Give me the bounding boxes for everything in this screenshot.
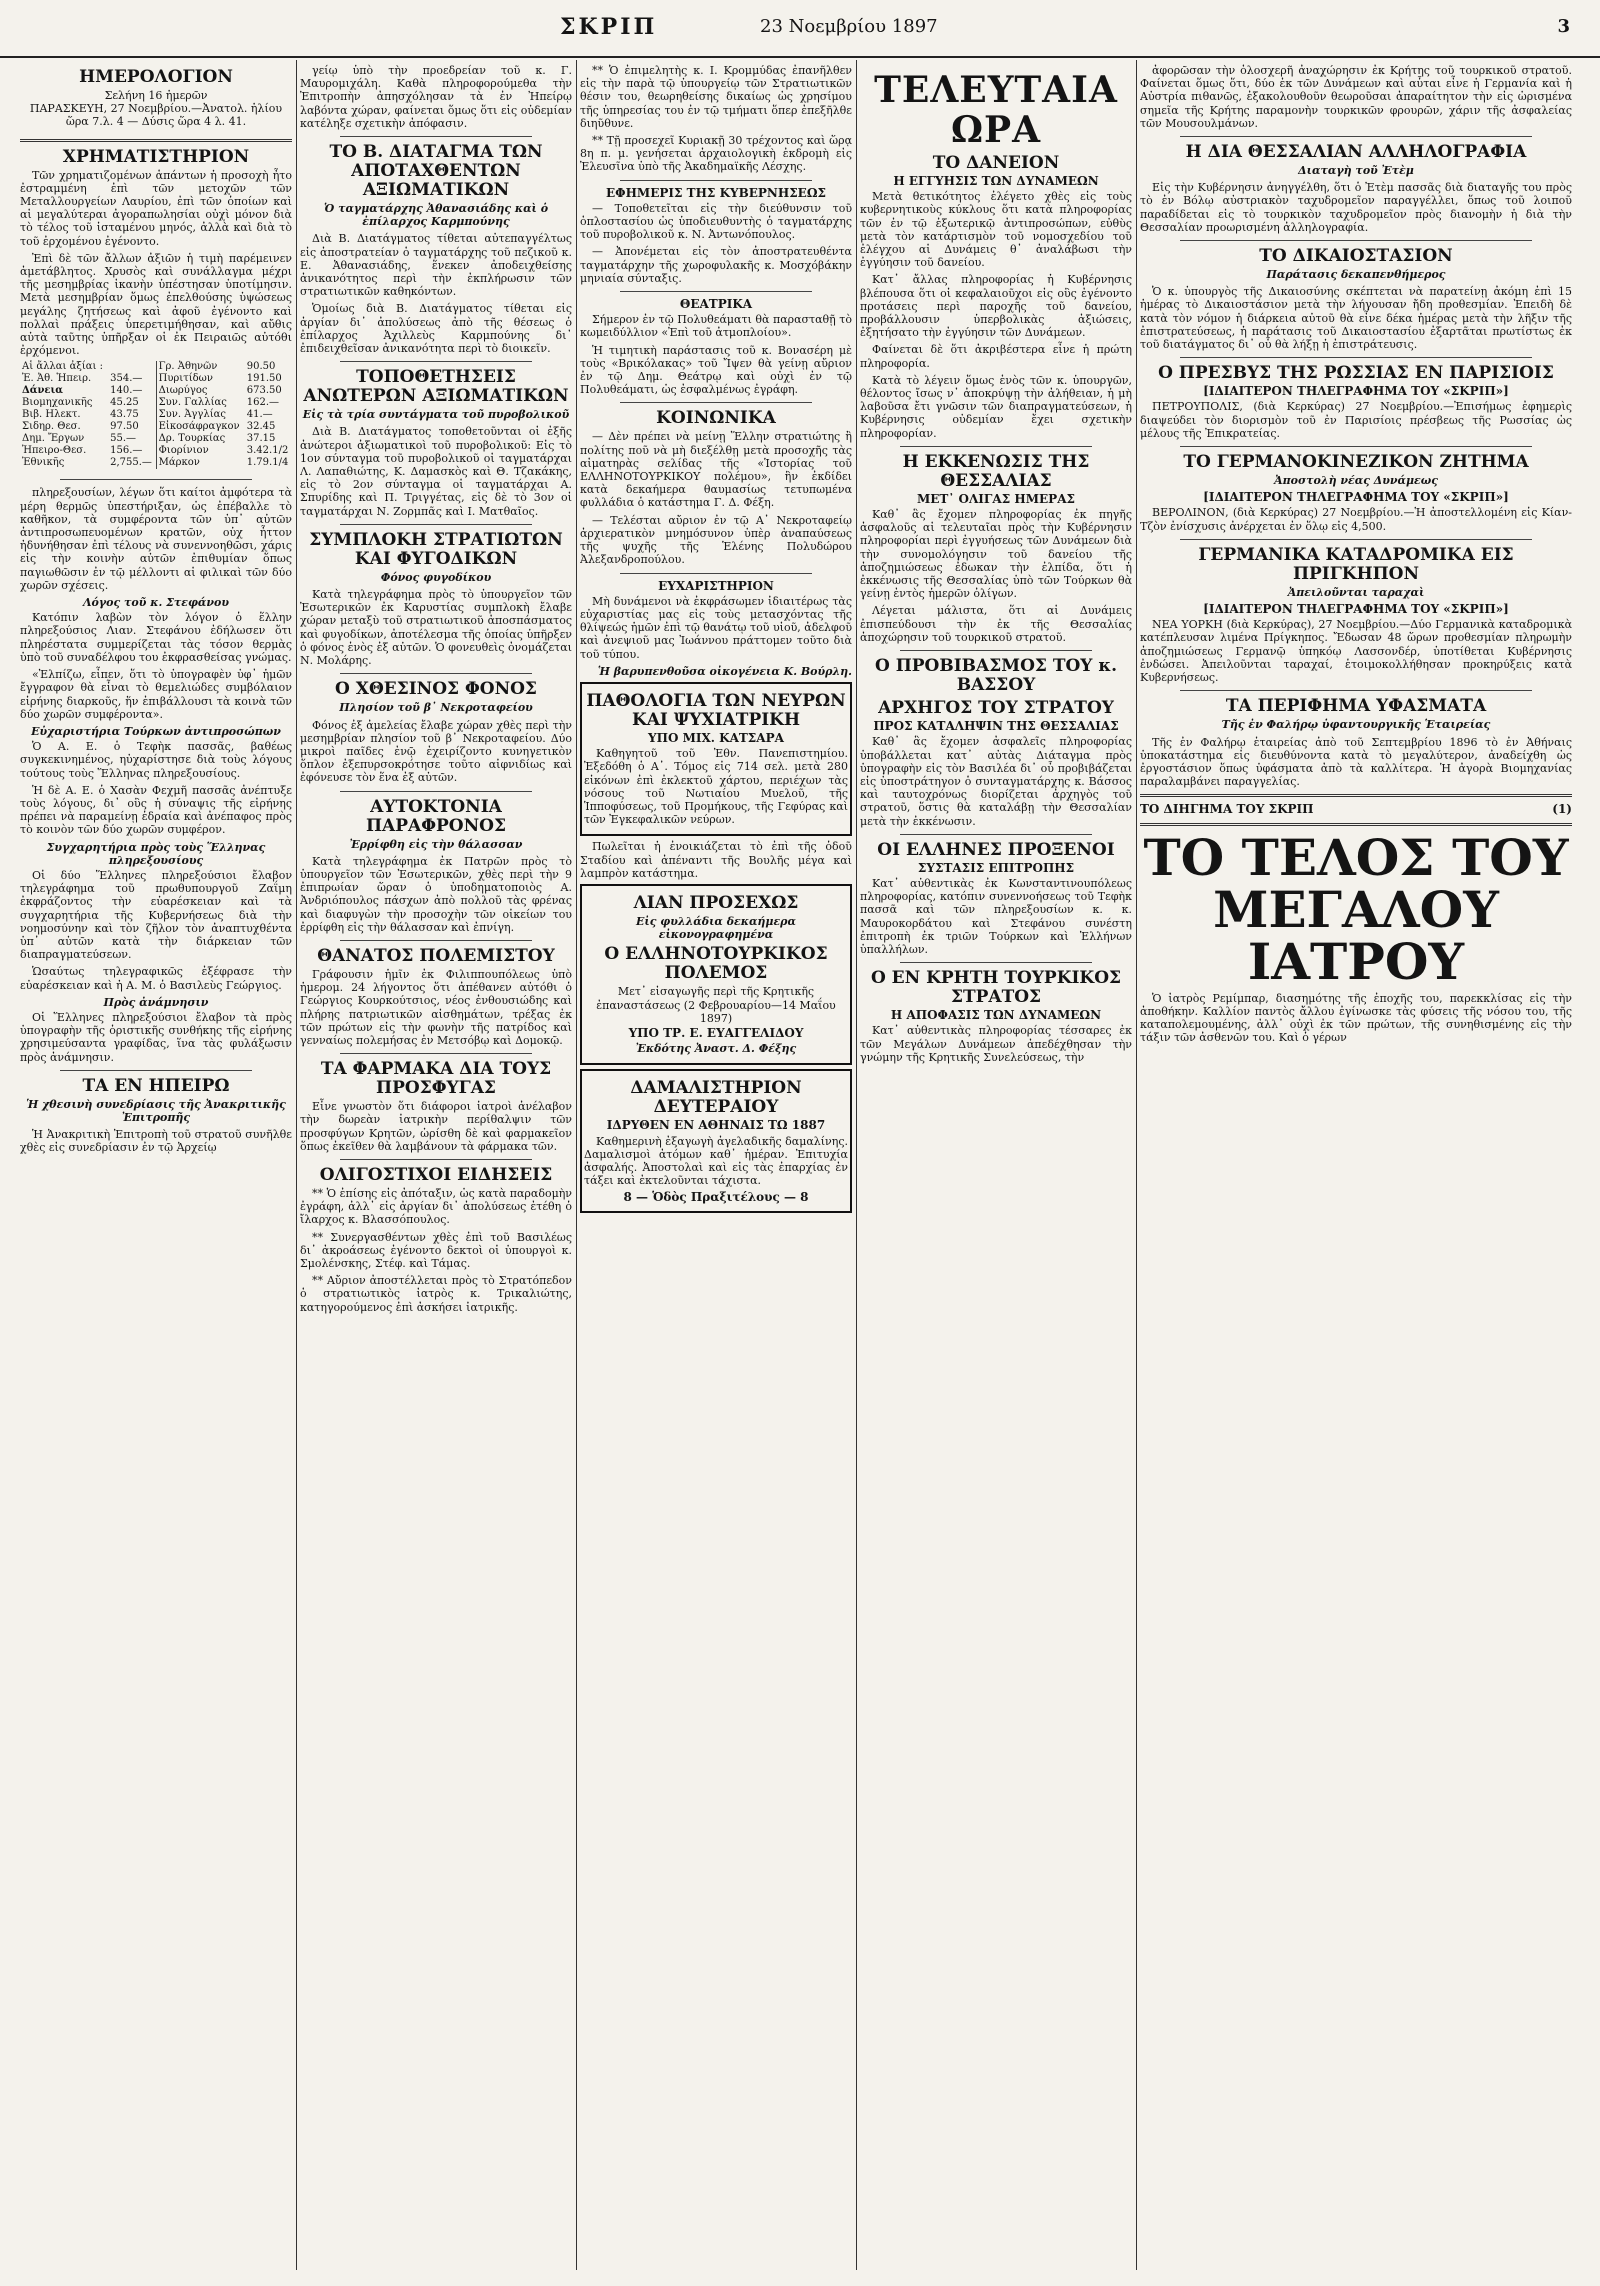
advert-box [580, 884, 852, 1065]
headline: ΟΛΙΓΟΣΤΙΧΟΙ ΕΙΔΗΣΕΙΣ [319, 1164, 553, 1185]
advert-box [580, 682, 852, 836]
headline: ΕΦΗΜΕΡΙΣ ΤΗΣ ΚΥΒΕΡΝΗΣΕΩΣ [605, 185, 826, 200]
cell: 140.— [110, 385, 143, 397]
article-paragraph: — Τελέσται αὔριον ἐν τῷ Α᾽ Νεκροταφείῳ ἀρχιερατικὸν μνημόσυνον ὑπὲρ ἀναπαύσεως τῆς ψυχῆς τῆς Ἑλένης Πολυδώρου Ἀλεξανδροπούλου. [580, 513, 852, 567]
cell: 162.— [246, 397, 280, 409]
issue-date: 23 Νοεμβρίου 1897 [760, 16, 938, 37]
cell: Ἐθνικῆς [22, 457, 65, 469]
article-paragraph: Μὴ δυνάμενοι νὰ ἐκφράσωμεν ἰδιαιτέρως τὰς εὐχαριστίας μας εἰς τοὺς μετασχόντας τῆς θλίψεώς ἡμῶν ἐπὶ τῷ θανάτῳ τοῦ υἱοῦ, ἀδελφοῦ καὶ ἀνεψιοῦ μας Ἰωάννου πράττομεν τοῦτο διὰ τοῦ τύπου. [580, 594, 852, 661]
cell: 45.25 [110, 397, 139, 409]
cell: Συν. Ἀγγλίας [156, 409, 245, 421]
headline: Ο ΕΝ ΚΡΗΤΗ ΤΟΥΡΚΙΚΟΣ ΣΤΡΑΤΟΣ [870, 968, 1122, 1008]
article-paragraph: Ἡ Ἀνακριτικὴ Ἐπιτροπὴ τοῦ στρατοῦ συνῆλθε χθὲς εἰς συνεδρίασιν ἐν τῷ Ἀρχείῳ [20, 1128, 292, 1155]
article-paragraph: Ἡ δὲ Α. Ε. ὁ Χασὰν Φεχμῆ πασσᾶς ἀνέπτυξε τοὺς λόγους, δι᾽ οὓς ἡ σύναψις τῆς εἰρήνης πρέπει νὰ παραμείνῃ ἑδραία καὶ ἀνέπαφος πρὸς τὸ κοινὸν τῶν δύο χωρῶν συμφέρον. [20, 783, 292, 837]
article-paragraph: Εἶνε γνωστὸν ὅτι διάφοροι ἰατροὶ ἀνέλαβον τὴν δωρεὰν ἰατρικὴν περίθαλψιν τῶν προσφύγων Κρητῶν, ὡρίσθη δὲ καὶ φαρμακεῖον ὅπως ἐκεῖθεν θὰ λαμβάνουν τὰ φάρμακα τῶν. [300, 1100, 572, 1153]
column-3 [580, 64, 852, 2264]
article-paragraph: ΠΕΤΡΟΥΠΟΛΙΣ, (διὰ Κερκύρας) 27 Νοεμβρίου.—Ἐπισήμως ἐφημερὶς διαψεύδει τὸν διορισμὸν τοῦ ἐν Παρισίοις πρέσβεως τῆς Ρωσσίας ὡς μέλους τῆς Ἐπικρατείας. [1140, 400, 1572, 440]
article-paragraph: Οἱ δύο Ἕλληνες πληρεξούσιοι ἔλαβον τηλεγράφημα τοῦ πρωθυπουργοῦ Ζαΐμη ἐκφράζοντος τὴν εὐαρέσκειαν καὶ τὰ συγχαρητήρια τῆς Κυβερνήσεως διὰ τὴν νοημοσύνην καὶ τὸν ζῆλον τὸν ἀναπτυχθέντα ὑπ᾽ αὐτῶν κατὰ τὴν διάρκειαν τῶν διαπραγματεύσεων. [20, 868, 292, 962]
advert-author: ΥΠΟ ΤΡ. Ε. ΕΥΑΓΓΕΛΙΔΟΥ [628, 1025, 804, 1040]
cell: 55.— [110, 433, 137, 445]
cell: Συν. Γαλλίας [156, 397, 245, 409]
headline: ΠΑΘΟΛΟΓΙΑ ΤΩΝ ΝΕΥΡΩΝ ΚΑΙ ΨΥΧΙΑΤΡΙΚΗ [586, 690, 846, 730]
subheading: ΥΠΟ ΜΙΧ. ΚΑΤΣΑΡΑ [648, 730, 784, 745]
article-paragraph: ΝΕΑ ΥΟΡΚΗ (διὰ Κερκύρας), 27 Νοεμβρίου.—Δύο Γερμανικὰ καταδρομικὰ κατέπλευσαν λιμένα Πρίγκηπος. Ἔδωσαν 48 ὥρων προθεσμίαν πληρωμὴν ἀποζημιώσεως Γερμανῷ ὑπηκόῳ Λασσονδέρ, ὑποτίθεται Κυβέρνησις ἐνδώσει. Ἀπειλοῦνται ταραχαί, ἑτοιμοκολλήθησαν προκηρύξεις κατὰ Κυβερνήσεως. [1140, 618, 1572, 685]
headline: ΘΑΝΑΤΟΣ ΠΟΛΕΜΙΣΤΟΥ [317, 945, 555, 966]
article-paragraph: πληρεξουσίων, λέγων ὅτι καίτοι ἀμφότερα τὰ μέρη θερμῶς ὑπεστήριξαν, ὡς ἐπέβαλλε τὸ καθῆκον, τὰ συμφέροντα τῶν ὑπ᾽ αὐτῶν ἀντιπροσωπευομένων κρατῶν, οὐχ ἧττον ἠδυνήθησαν ἐπὶ τέλους νὰ συνεννοηθῶσι, χάρις εἰς τὴν κοινὴν αὐτῶν ἐπιθυμίαν ὅπως παγιωθῶσιν ἐν τῷ μέλλοντι αἱ φιλικαὶ τῶν δύο χωρῶν σχέσεις. [20, 486, 292, 592]
cell: 37.15 [246, 433, 276, 445]
article-paragraph: Κατὰ τηλεγράφημα ἐκ Πατρῶν πρὸς τὸ ὑπουργεῖον τῶν Ἐσωτερικῶν, χθὲς περὶ τὴν 9 ἐπιπρωίαν ὥραν ὁ ὑποδηματοποιὸς Α. Ἀνδριόπουλος πάσχων ἀπὸ πολλοῦ τὰς φρένας καὶ διαφυγὼν τὴν προσοχὴν τῶν οἰκείων του ἐρρίφθη εἰς τὴν θάλασσαν καὶ ἐπνίγη. [300, 854, 572, 934]
table-row [20, 385, 292, 397]
cell: Βιβ. Ηλεκτ. [22, 409, 81, 421]
cell: 354.— [110, 373, 143, 385]
cell: 43.75 [110, 409, 139, 421]
headline: ΤΑ ΠΕΡΙΦΗΜΑ ΥΦΑΣΜΑΤΑ [1225, 696, 1487, 717]
cell: 41.— [246, 409, 273, 421]
subheading: Ἐρρίφθη εἰς τὴν θάλασσαν [349, 837, 523, 851]
article-paragraph: — Τοποθετεῖται εἰς τὴν διεύθυνσιν τοῦ ὁπλοστασίου ὡς ὑποδιευθυντὴς ὁ ταγματάρχης τοῦ πυροβολικοῦ κ. Ν. Ἀντωνόπουλος. [580, 201, 852, 242]
headline: ΤΟ ΔΙΚΑΙΟΣΤΑΣΙΟΝ [1259, 246, 1453, 267]
cell: Ἠπειρο-Θεσ. [22, 445, 87, 457]
column-rule [856, 60, 857, 2270]
article-paragraph: Κατόπιν λαβὼν τὸν λόγον ὁ ἕλλην πληρεξούσιος Λιαν. Στεφάνου ἐδήλωσεν ὅτι πληρέστατα συμμερίζεται τὰς τόσον θερμὰς ὑπὸ τοῦ συναδέλφου του ἐκφρασθείσας γνώμας. [20, 611, 292, 664]
subheading: ΙΔΡΥΘΕΝ ΕΝ ΑΘΗΝΑΙΣ ΤΩ 1887 [606, 1118, 826, 1133]
cell: Ἐ. Ἀθ. Ἡπειρ. [22, 373, 92, 385]
calendar-line: ΠΑΡΑΣΚΕΥΗ, 27 Νοεμβρίου.—Ἀνατολ. ἡλίου ὥρα 7.λ. 4 — Δύσις ὥρα 4 λ. 41. [29, 102, 283, 129]
subheading: Πλησίον τοῦ β᾽ Νεκροταφείου [339, 701, 533, 715]
column-4 [860, 64, 1132, 2264]
cell: 97.50 [110, 421, 139, 433]
article-paragraph: ** Συνεργασθέντων χθὲς ἐπὶ τοῦ Βασιλέως δι᾽ ἀκροάσεως ἐγένοντο δεκτοὶ οἱ ὑπουργοὶ κ. Σμολένσκης, Στέφ. καὶ Τάμας. [300, 1230, 572, 1270]
story-title: ΤΟ ΤΕΛΟΣ ΤΟΥ ΜΕΓΑΛΟΥ ΙΑΤΡΟΥ [1143, 827, 1569, 991]
subheading: Ἀποστολὴ νέας Δυνάμεως [1274, 474, 1438, 488]
subheading: Φόνος φυγοδίκου [380, 570, 492, 584]
story-number: (1) [1552, 802, 1572, 817]
subheading: Ἀπειλοῦνται ταραχαὶ [1287, 585, 1425, 599]
article-paragraph: Ὁμοίως διὰ Β. Διατάγματος τίθεται εἰς ἀργίαν δι᾽ ἀπολύσεως ἀπὸ τῆς θέσεως ὁ ἐπίλαρχος Ἀχιλλεὺς Καρμπούνης δι᾽ ἐπιδειχθεῖσαν ἀνικανότητα περὶ τὸ διοικεῖν. [300, 302, 572, 356]
advert-address: 8 — Ὁδὸς Πραξιτέλους — 8 [623, 1190, 809, 1205]
article-paragraph: Τῆς ἐν Φαλήρῳ ἑταιρείας ἀπὸ τοῦ Σεπτεμβρίου 1896 τὸ ἐν Ἀθήναις ὑποκατάστημα εἰς διευθύνοντα κατὰ τὸ μεγαλύτερον, ἀναδείχθη ὡς ἐργοστάσιον ὅπως ὑφάσματα ἀπὸ τὰ καλλίτερα. Ἡ ἀγορὰ Βιομηχανίας παραλαμβάνει παραγγελίας. [1140, 735, 1572, 789]
headline: ΤΑ ΦΑΡΜΑΚΑ ΔΙΑ ΤΟΥΣ ΠΡΟΣΦΥΓΑΣ [320, 1059, 552, 1099]
headline: ΤΟ Β. ΔΙΑΤΑΓΜΑ ΤΩΝ ΑΠΟΤΑΧΘΕΝΤΩΝ ΑΞΙΩΜΑΤΙΚΩΝ [329, 142, 543, 201]
article-paragraph: ** Τῇ προσεχεῖ Κυριακῇ 30 τρέχοντος καὶ ὥρᾳ 8η π. μ. γενήσεται ἀρχαιολογικὴ ἐκδρομὴ εἰς Ἐλευσῖνα ὑπὸ τῆς Ἀκαδημαϊκῆς Λέσχης. [580, 134, 852, 174]
section-header: ΤΕΛΕΥΤΑΙΑ ΩΡΑ [874, 69, 1118, 151]
column-5 [1140, 64, 1572, 2264]
article-paragraph: Καθημερινὴ ἐξαγωγὴ ἀγελαδικῆς δαμαλίνης. Δαμαλισμοὶ ἀτόμων καθ᾽ ἡμέραν. Ἐπιτυχία ἀσφαλής. Ἀποστολαὶ καὶ εἰς τὰς ἐπαρχίας ἐν τάξει καὶ ἐκτελοῦνται τάχιστα. [584, 1134, 848, 1188]
cell: Γρ. Ἀθηνῶν [156, 361, 245, 373]
article-paragraph: Ὁ κ. ὑπουργὸς τῆς Δικαιοσύνης σκέπτεται νὰ παρατείνῃ ἀκόμη ἐπὶ 15 ἡμέρας τὸ Δικαιοστάσιον μετὰ τὴν λήγουσαν ἤδη προθεσμίαν. Ἐπειδὴ δὲ κατὰ τὸν νόμον ἡ διάρκεια αὐτοῦ θὰ εἶνε δέκα ἡμέρας μετὰ τὴν λῆξιν τῆς ἐπιστρατεύσεως, ἡ παράτασις τοῦ Δικαιοστασίου ἐξαρτᾶται πρωτίστως ἐκ τοῦ διατάγματος δι᾽ οὗ θὰ λήξῃ ἡ ἐπιστράτευσις. [1140, 285, 1572, 352]
subheading: Πρὸς ἀνάμνησιν [103, 995, 209, 1009]
subheading: Τῆς ἐν Φαλήρῳ ὑφαντουργικῆς Ἑταιρείας [1221, 718, 1491, 732]
cell: Δημ. Ἔργων [22, 433, 85, 445]
article-paragraph: «Ἐλπίζω, εἶπεν, ὅτι τὸ ὑπογραφὲν ὑφ᾽ ἡμῶν ἔγγραφον θὰ εἶναι τὸ θεμελιώδες συμβόλαιον εἰρήνης διαρκοῦς, ἥν ἐπιβάλλουσι τὰ κοινὰ τῶν δύο χωρῶν συμφέροντα». [20, 668, 292, 721]
calendar-title: ΗΜΕΡΟΛΟΓΙΟΝ [79, 67, 233, 87]
cell: Αἱ ἄλλαι ἀξίαι : [22, 361, 104, 373]
bourse-paragraph: Τῶν χρηματιζομένων ἁπάντων ἡ προσοχὴ ἦτο ἐστραμμένη ἐπὶ τῶν μετοχῶν τῶν Μεταλλουργείων Λαυρίου, ἐπὶ τῶν ὁποίων καὶ αἱ μεγαλύτεραι ἀγοραπωλησίαι οὐχὶ μόνον διὰ τὸ τέλος τοῦ ἱσταμένου μηνός, ἀλλὰ καὶ διὰ τὸ τοῦ ἐρχομένου ἐγένοντο. [20, 168, 292, 248]
cell: Δάνεια [22, 385, 64, 397]
article-paragraph: Καθ᾽ ἃς ἔχομεν πληροφορίας ἐκ πηγῆς ἀσφαλοῦς αἱ τελευταῖαι πρὸς τὴν Κυβέρνησιν πληροφορίαι περὶ ἐγγυήσεως τῶν Δυνάμεων διὰ τὴν συνομολόγησιν τοῦ δανείου τῆς ἀποζημιώσεως ἐδωκαν τὴν ἐλπίδα, ὅτι ἡ ἐκκένωσις τῆς Θεσσαλίας ὑπὸ τῶν Τούρκων θὰ γείνῃ ἐντὸς ἡμερῶν ὀλίγων. [860, 508, 1132, 601]
story-label: ΤΟ ΔΙΗΓΗΜΑ ΤΟΥ ΣΚΡΙΠ [1140, 802, 1314, 817]
page-number: 3 [1557, 16, 1570, 37]
headline: Ο ΠΡΕΣΒΥΣ ΤΗΣ ΡΩΣΣΙΑΣ ΕΝ ΠΑΡΙΣΙΟΙΣ [1158, 363, 1554, 384]
headline: ΕΥΧΑΡΙΣΤΗΡΙΟΝ [658, 578, 774, 593]
subheading: Εἰς τὰ τρία συντάγματα τοῦ πυροβολικοῦ [302, 408, 570, 422]
signature-text: Ἡ βαρυπενθοῦσα οἰκογένεια Κ. Βούρλη. [597, 664, 852, 678]
headline: ΚΟΙΝΩΝΙΚΑ [656, 408, 776, 429]
column-rule [1136, 60, 1137, 2270]
table-row [20, 433, 292, 445]
table-row [20, 445, 292, 457]
subheading: ΜΕΤ᾽ ΟΛΙΓΑΣ ΗΜΕΡΑΣ [917, 491, 1075, 506]
column-rule [296, 60, 297, 2270]
article-paragraph: γείῳ ὑπὸ τὴν προεδρείαν τοῦ κ. Γ. Μαυρομιχάλη. Καθὰ πληροφορούμεθα τὴν Ἐπιτροπὴν ἀπησχόλησαν τὰ ἐν Ἠπείρῳ λαβόντα χώραν, φαίνεται ὅμως ὅτι εἰς οὐδεμίαν κατέληξε σχετικὴν ἀπόφασιν. [300, 64, 572, 130]
advert-publisher: Ἐκδότης Ἀναστ. Δ. Φέξης [635, 1042, 797, 1056]
article-paragraph: Λέγεται μάλιστα, ὅτι αἱ Δυνάμεις ἐπισπεύδουσι τὴν ἐκ τῆς Θεσσαλίας ἀποχώρησιν τοῦ τουρκικοῦ στρατοῦ. [860, 604, 1132, 644]
subheading: Η ΑΠΟΦΑΣΙΣ ΤΩΝ ΔΥΝΑΜΕΩΝ [890, 1008, 1102, 1023]
headline: Ο ΧΘΕΣΙΝΟΣ ΦΟΝΟΣ [335, 679, 537, 700]
story-label-row [1140, 803, 1572, 816]
article-paragraph: Ἡ τιμητικὴ παράστασις τοῦ κ. Βονασέρη μὲ τοὺς «Βρικόλακας» τοῦ Ἴψεν θὰ γείνῃ αὔριον ἐν τῷ Δημ. Θεάτρῳ καὶ οὐχὶ ἐν τῷ Πολυθεάματι, ὡς ἐσφαλμένως ἐγράφη. [580, 343, 852, 397]
subheading: Λόγος τοῦ κ. Στεφάνου [83, 596, 229, 610]
headline: Ο ΠΡΟΒΙΒΑΣΜΟΣ ΤΟΥ κ. ΒΑΣΣΟΥ [874, 656, 1117, 696]
article-paragraph: Ὁ Α. Ε. ὁ Τεφὴκ πασσᾶς, βαθέως συγκεκινημένος, ηὐχαρίστησε διὰ τοὺς λόγους τούτους τοὺς Ἕλληνας πληρεξουσίους. [20, 740, 292, 780]
bourse-paragraph: Ἐπὶ δὲ τῶν ἄλλων ἀξιῶν ἡ τιμὴ παρέμεινεν ἀμετάβλητος. Χρυσὸς καὶ συνάλλαγμα μέχρι τῆς μεσημβρίας ἱκανὴν ὑπέστησαν ὑποτίμησιν. Μετὰ μεσημβρίαν ὅμως ἐπελθούσης ὑψώσεως μεγάλης ζητήσεως καὶ ἀφοῦ ἐγένοντο καὶ πολλαὶ πράξεις ὑπερετιμήθησαν, καὶ αὔθις αὐτὰ ταῦτης ὑπῆρξαν οἱ ἐκ Πειραιῶς αὐτόθι ἐρχόμενοι. [20, 251, 292, 358]
advert-text: Μετ᾽ εἰσαγωγῆς περὶ τῆς Κρητικῆς ἐπαναστάσεως (2 Φεβρουαρίου—14 Μαΐου 1897) [596, 985, 836, 1025]
headline: ΑΥΤΟΚΤΟΝΙΑ ΠΑΡΑΦΡΟΝΟΣ [366, 796, 506, 836]
cell: 156.— [110, 445, 143, 457]
article-paragraph: ** Ὁ ἐπίσης εἰς ἀπόταξιν, ὡς κατὰ παραδομὴν ἐγράφη, ἀλλ᾽ εἰς ἀργίαν δι᾽ ἀπολύσεως ἐτέθη ὁ ἴλαρχος κ. Βλασσόπουλος. [300, 1186, 572, 1227]
article-paragraph: ** Ὁ ἐπιμελητὴς κ. Ι. Κρομμύδας ἐπανῆλθεν εἰς τὴν παρὰ τῷ ὑπουργείῳ τῶν Στρατιωτικῶν θέσιν του, θεωρηθείσης δικαίως ὡς χρησίμου τῆς ὑπηρεσίας του ἐν τῷ τμήματι ὅπερ ἐπεξῆλθε διηῦθυνε. [580, 64, 852, 130]
article-paragraph: ** Αὔριον ἀποστέλλεται πρὸς τὸ Στρατόπεδον ὁ στρατιωτικὸς ἰατρὸς κ. Τρικαλιώτης, κατηγορούμενος ἐπὶ ἀσκήσει ἰατρικῆς. [300, 1274, 572, 1314]
article-paragraph: Φαίνεται δὲ ὅτι ἀκριβέστερα εἶνε ἡ πρώτη πληροφορία. [860, 343, 1132, 370]
telegram-tag: [ΙΔΙΑΙΤΕΡΟΝ ΤΗΛΕΓΡΑΦΗΜΑ ΤΟΥ «ΣΚΡΙΠ»] [1203, 602, 1509, 617]
article-paragraph: Ὁ ἰατρὸς Ρεμίμπαρ, διασημότης τῆς ἐποχῆς του, παρεκκλίσας εἰς τὴν ἀποθήκην. Καλλίον παντὸς ἄλλου ἐγίνωσκε τὰς φύσεις τῆς νόσου του, τῆς καταπολεμουμένης, ἀλλ᾽ οὐχὶ ἐκ τῶν πρώτων, τῆς συνηθισμένης εἰς τὴν τάξιν τῶν ἀσθενῶν του. Καὶ ὁ γέρων [1140, 991, 1572, 1045]
headline: ΤΟ ΓΕΡΜΑΝΟΚΙΝΕΖΙΚΟΝ ΖΗΤΗΜΑ [1183, 452, 1529, 473]
bourse-table [20, 361, 292, 469]
subheading: Παράτασις δεκαπενθήμερος [1266, 268, 1446, 282]
cell: 191.50 [246, 373, 282, 385]
article-paragraph: Πωλεῖται ἡ ἐνοικιάζεται τὸ ἐπὶ τῆς ὁδοῦ Σταδίου καὶ ἀπέναντι τῆς Βουλῆς μέγα καὶ λαμπρὸν κατάστημα. [580, 840, 852, 880]
table-row [20, 409, 292, 421]
headline: ΤΟ ΔΑΝΕΙΟΝ [932, 153, 1060, 173]
article-paragraph: Φόνος ἐξ ἀμελείας ἔλαβε χώραν χθὲς περὶ τὴν μεσημβρίαν πλησίον τοῦ β᾽ Νεκροταφείου. Δύο μικροὶ παῖδες ἐνῷ ἐχειρίζοντο κυνηγετικὸν ὅπλον ἐξεπυρσοκρότησε τοῦτο αἰφνιδίως καὶ ἐφόνευσε τὸν ἕνα ἐξ αὐτῶν. [300, 718, 572, 785]
headline: ΤΑ ΕΝ ΗΠΕΙΡΩ [82, 1075, 230, 1096]
calendar-section [20, 68, 292, 129]
cell: 2,755.— [110, 457, 152, 469]
article-paragraph: Κατὰ τὸ λέγειν ὅμως ἑνὸς τῶν κ. ὑπουργῶν, θέλοντος ἴσως ν᾽ ἀποκρύψῃ τὴν ἀλήθειαν, ἡ μὴ λαβοῦσα ἔτι γνῶσιν τῶν διαπραγματεύσεων, ἡ Κυβέρνησις οὐδεμίαν ἔχει σχετικὴν πληροφορίαν. [860, 373, 1132, 440]
article-paragraph: ΒΕΡΟΛΙΝΟΝ, (διὰ Κερκύρας) 27 Νοεμβρίου.—Ἡ ἀποστελλομένη εἰς Κίαν-Τζὸν ἐνίσχυσις ἀνέρχεται ἐν ὅλῳ εἰς 4,500. [1140, 506, 1572, 533]
article-paragraph: Κατὰ τηλεγράφημα πρὸς τὸ ὑπουργεῖον τῶν Ἐσωτερικῶν ἐκ Καρυστίας συμπλοκὴ ἔλαβε χώραν μεταξὺ τοῦ στρατιωτικοῦ ἀποσπάσματος καὶ φυγοδίκων, ἀποτέλεσμα τῆς ὁποίας ὑπῆρξεν ὁ φόνος ἑνὸς ἐξ αὐτῶν. Ὁ φονευθεὶς ὀνομάζεται Ν. Μολάρης. [300, 588, 572, 668]
headline: ΔΑΜΑΛΙΣΤΗΡΙΟΝ ΔΕΥΤΕΡΑΙΟΥ [630, 1078, 802, 1118]
article-paragraph: Οἱ Ἕλληνες πληρεξούσιοι ἔλαβον τὰ πρὸς ὑπογραφὴν τῆς ὁριστικῆς συνθήκης τῆς εἰρήνης χρησιμεύσαντα γραφίδας, ἵνα τὰς φυλάξωσιν πρὸς ἀνάμνησιν. [20, 1010, 292, 1064]
bourse-section [20, 148, 292, 470]
article-paragraph: Εἰς τὴν Κυβέρνησιν ἀνηγγέλθη, ὅτι ὁ Ἐτὲμ πασσᾶς διὰ διαταγῆς του πρὸς τὸ ἐν Βόλῳ αὐστριακὸν ταχυδρομεῖον παραγγέλλει, ὅπως τοῦ λοιποῦ παραδίδεται εἰς τὸ τουρκικὸν ταχυδρομεῖον πρὸς διανομὴν ἡ διὰ τὴν Θεσσαλίαν προωρισμένη ἀλληλογραφία. [1140, 181, 1572, 234]
article-paragraph: ἀφορῶσαν τὴν ὁλοσχερῆ ἀναχώρησιν ἐκ Κρήτης τοῦ τουρκικοῦ στρατοῦ. Φαίνεται ὅμως ὅτι, δύο ἐκ τῶν Δυνάμεων καὶ αὗται εἶνε ἡ Γερμανία καὶ ἡ Αὐστρία πιθανῶς, ἐξακολουθοῦν θεωροῦσαι ἀπαραίτητον τὴν εἰς ὡρισμένα σημεῖα τῆς Κρήτης παραμονὴν τουρκικῶν φρουρῶν, χάριν τῆς ἀσφαλείας τῶν Μουσουλμάνων. [1140, 64, 1572, 130]
headline: ΣΥΜΠΛΟΚΗ ΣΤΡΑΤΙΩΤΩΝ ΚΑΙ ΦΥΓΟΔΙΚΩΝ [309, 529, 563, 569]
article-paragraph: Κατ᾽ αὐθεντικὰς ἐκ Κωνσταντινουπόλεως πληροφορίας, κατόπιν συνεννοήσεως τοῦ Τεφὴκ πασσᾶ καὶ τῶν πληρεξουσίων κ. κ. Μαυροκορδάτου καὶ Στεφάνου συνέστη ἐπιτροπὴ ἐκ τριῶν Τούρκων καὶ Ἑλλήνων ὑπαλλήλων. [860, 876, 1132, 956]
subheading: Εἰς φυλλάδια δεκαήμερα εἰκονογραφημένα [636, 914, 796, 942]
cell: Βιομηχανικῆς [22, 397, 93, 409]
subheading: ΣΥΣΤΑΣΙΣ ΕΠΙΤΡΟΠΗΣ [917, 860, 1075, 875]
advert-box [580, 1069, 852, 1212]
subheading: Συγχαρητήρια πρὸς τοὺς Ἕλληνας πληρεξουσίους [46, 840, 266, 867]
masthead [0, 0, 1600, 58]
subheading: ΠΡΟΣ ΚΑΤΑΛΗΨΙΝ ΤΗΣ ΘΕΣΣΑΛΙΑΣ [873, 719, 1119, 734]
subheading: Εὐχαριστήρια Τούρκων ἀντιπροσώπων [31, 724, 281, 738]
cell: Δρ. Τουρκίας [156, 433, 245, 445]
subheading: Διαταγὴ τοῦ Ἐτὲμ [1298, 164, 1414, 178]
column-rule [576, 60, 577, 2270]
table-row [20, 421, 292, 433]
subheading: Ὁ ταγματάρχης Ἀθανασιάδης καὶ ὁ ἐπίλαρχος Καρμπούνης [323, 202, 549, 229]
headline: Η ΕΚΚΕΝΩΣΙΣ ΤΗΣ ΘΕΣΣΑΛΙΑΣ [902, 451, 1090, 491]
article-paragraph: Διὰ Β. Διατάγματος τίθεται αὐτεπαγγέλτως εἰς ἀποστρατείαν ὁ ταγματάρχης τοῦ πεζικοῦ κ. Ε. Ἀθανασιάδης, ἕνεκεν ἀποδειχθείσης ἀνικανότητος περὶ τὴν ἐκπλήρωσιν τῶν στρατιωτικῶν καθηκόντων. [300, 232, 572, 299]
article-paragraph: Καθ᾽ ἃς ἔχομεν ἀσφαλεῖς πληροφορίας ὑποβάλλεται κατ᾽ αὐτὰς Διάταγμα πρὸς ὑπογραφὴν εἰς τὸν Βασιλέα δι᾽ οὗ προβιβάζεται εἰς ὑποστράτηγον ὁ συνταγματάρχης κ. Βάσσος καὶ ταυτοχρόνως διορίζεται ἀρχηγὸς τοῦ στρατοῦ, ὅστις θὰ καταλάβῃ τὴν Θεσσαλίαν μετὰ τὴν ἐκκένωσιν. [860, 735, 1132, 828]
subheading: Η ΕΓΓΥΗΣΙΣ ΤΩΝ ΔΥΝΑΜΕΩΝ [893, 174, 1099, 188]
cell: 32.45 [246, 421, 276, 433]
cell: Εἰκοσάφραγκον [156, 421, 245, 433]
cell: 673.50 [246, 385, 282, 397]
newspaper-name: ΣΚΡΙΠ [560, 14, 658, 40]
cell: Πυριτίδων [156, 373, 245, 385]
headline: ΘΕΑΤΡΙΚΑ [679, 297, 753, 312]
table-row [20, 361, 292, 373]
headline: Η ΔΙΑ ΘΕΣΣΑΛΙΑΝ ΑΛΛΗΛΟΓΡΑΦΙΑ [1185, 142, 1527, 163]
article-paragraph: Ὡσαύτως τηλεγραφικῶς ἐξέφρασε τὴν εὐαρέσκειαν καὶ ἡ Α. Μ. ὁ Βασιλεὺς Γεώργιος. [20, 965, 292, 992]
column-1 [20, 64, 292, 2264]
telegram-tag: [ΙΔΙΑΙΤΕΡΟΝ ΤΗΛΕΓΡΑΦΗΜΑ ΤΟΥ «ΣΚΡΙΠ»] [1203, 384, 1509, 399]
article-paragraph: Σήμερον ἐν τῷ Πολυθεάματι θὰ παρασταθῇ τὸ κωμειδύλλιον «Ἐπὶ τοῦ ἀτμοπλοίου». [580, 313, 852, 340]
headline: ΤΟΠΟΘΕΤΗΣΕΙΣ ΑΝΩΤΕΡΩΝ ΑΞΙΩΜΑΤΙΚΩΝ [303, 367, 569, 407]
headline: Ο ΕΛΛΗΝΟΤΟΥΡΚΙΚΟΣ ΠΟΛΕΜΟΣ [604, 944, 828, 984]
column-2 [300, 64, 572, 2264]
subheading: Ἡ χθεσινὴ συνεδρίασις τῆς Ἀνακριτικῆς Ἐπιτροπῆς [26, 1097, 286, 1124]
article-paragraph: Κατ᾽ αὐθεντικὰς πληροφορίας τέσσαρες ἐκ τῶν Μεγάλων Δυνάμεων ἀπεδέχθησαν τὴν γνώμην τῆς Κρητικῆς Συνελεύσεως, τὴν [860, 1024, 1132, 1064]
bourse-title: ΧΡΗΜΑΤΙΣΤΗΡΙΟΝ [62, 146, 250, 167]
cell: 3.42.1/2 [246, 445, 289, 457]
cell: 90.50 [246, 361, 276, 373]
article-paragraph: Καθηγητοῦ τοῦ Ἐθν. Πανεπιστημίου. Ἐξεδόθη ὁ Α᾽. Τόμος εἰς 714 σελ. μετὰ 280 εἰκόνων ἐπὶ ἐκλεκτοῦ χάρτου, περιέχων τὰς νόσους τοῦ Νωτιαίου Μυελοῦ, τῆς Ἱπποφύσεως, τοῦ Προμήκους, τῆς Γεφύρας καὶ τῶν Ἐγκεφαλικῶν νεύρων. [584, 747, 848, 827]
headline: ΓΕΡΜΑΝΙΚΑ ΚΑΤΑΔΡΟΜΙΚΑ ΕΙΣ ΠΡΙΓΚΗΠΟΝ [1198, 544, 1514, 584]
headline: ΛΙΑΝ ΠΡΟΣΕΧΩΣ [633, 892, 799, 913]
article-paragraph: Κατ᾽ ἄλλας πληροφορίας ἡ Κυβέρνησις βλέπουσα ὅτι οἱ κεφαλαιοῦχοι εἰς οὓς ἐγένοντο προτάσεις περὶ παροχῆς τοῦ δανείου, προβάλλουσιν ὑπερβολικὰς ἀξιώσεις, ἐξητήσατο τὴν ἐγγύησιν τῶν Δυνάμεων. [860, 273, 1132, 340]
article-paragraph: — Ἀπονέμεται εἰς τὸν ἀποστρατευθέντα ταγματάρχην τῆς χωροφυλακῆς κ. Μοσχόβάκην μηνιαία σύνταξις. [580, 245, 852, 285]
article-paragraph: Γράφουσιν ἡμῖν ἐκ Φιλιππουπόλεως ὑπὸ ἡμερομ. 24 λήγοντος ὅτι ἀπέθανεν αὐτόθι ὁ Γεώργιος Κουρκούτσιος, νέος ἐνθουσιώδης καὶ πλήρης πατριωτικῶν αἰσθημάτων, τρέξας ἐκ τῶν πρώτων εἰς τὴν φωνὴν τῆς πατρίδος καὶ γενναίως πολεμήσας ἐν Μετσόβῳ καὶ Δομοκῷ. [300, 967, 572, 1047]
article-paragraph: — Δὲν πρέπει νὰ μείνῃ Ἕλλην στρατιώτης ἢ πολίτης ποῦ νὰ μὴ διεξέλθῃ μετὰ προσοχῆς τὰς αἱματηρὰς σελίδας τῆς «Ἱστορίας τοῦ ΕΛΛΗΝΟΤΟΥΡΚΙΚΟΥ πολέμου», ἣν ἐκδίδει κατὰ δεκαήμερα θαυμασίως τετυπωμένα φυλλάδια ὁ κατάστημα Γ. Δ. Φέξη. [580, 430, 852, 510]
table-row [20, 457, 292, 469]
article-paragraph: Μετὰ θετικότητος ἐλέγετο χθὲς εἰς τοὺς κυβερνητικοὺς κύκλους ὅτι κατὰ πληροφορίας τῶν ἐν τῷ ἐξωτερικῷ ἀντιπροσώπων, εὐθὺς μετὰ τὸν κατάρτισμὸν τοῦ νομοσχεδίου τοῦ ἐλέγχου αἱ Δυνάμεις θ᾽ ἀναλάβωσι τὴν ἐγγύησιν τοῦ δανείου. [860, 190, 1132, 270]
cell [108, 361, 156, 373]
article-paragraph: Διὰ Β. Διατάγματος τοποθετοῦνται οἱ ἐξῆς ἀνώτεροι ἀξιωματικοὶ τοῦ πυροβολικοῦ: Εἰς τὸ 1ον σύνταγμα τοῦ πυροβολικοῦ οἱ ταγματάρχαι Λ. Λαπαθιώτης, Κ. Δαμασκὸς καὶ Θ. Τζακάκης, εἰς τὸ 2ον σύνταγμα οἱ ταγματάρχαι Α. Σπυρίδης καὶ Π. Τριγγέτας, εἰς δὲ τὸ 3ον οἱ ταγματάρχαι Ν. Ζορμπᾶς καὶ Ι. Ματθαῖος. [300, 425, 572, 518]
cell: 1.79.1/4 [246, 457, 289, 469]
table-row [20, 373, 292, 385]
table-row [20, 397, 292, 409]
headline: ΟΙ ΕΛΛΗΝΕΣ ΠΡΟΞΕΝΟΙ [877, 839, 1115, 860]
telegram-tag: [ΙΔΙΑΙΤΕΡΟΝ ΤΗΛΕΓΡΑΦΗΜΑ ΤΟΥ «ΣΚΡΙΠ»] [1203, 490, 1509, 505]
cell: Μάρκον [156, 457, 245, 469]
cell: Σιδηρ. Θεσ. [22, 421, 81, 433]
calendar-line: Σελήνη 16 ἡμερῶν [104, 89, 208, 102]
cell: Διωρύγος [156, 385, 245, 397]
subheading: ΑΡΧΗΓΟΣ ΤΟΥ ΣΤΡΑΤΟΥ [878, 698, 1114, 719]
cell: Φιορίνιον [156, 445, 245, 457]
